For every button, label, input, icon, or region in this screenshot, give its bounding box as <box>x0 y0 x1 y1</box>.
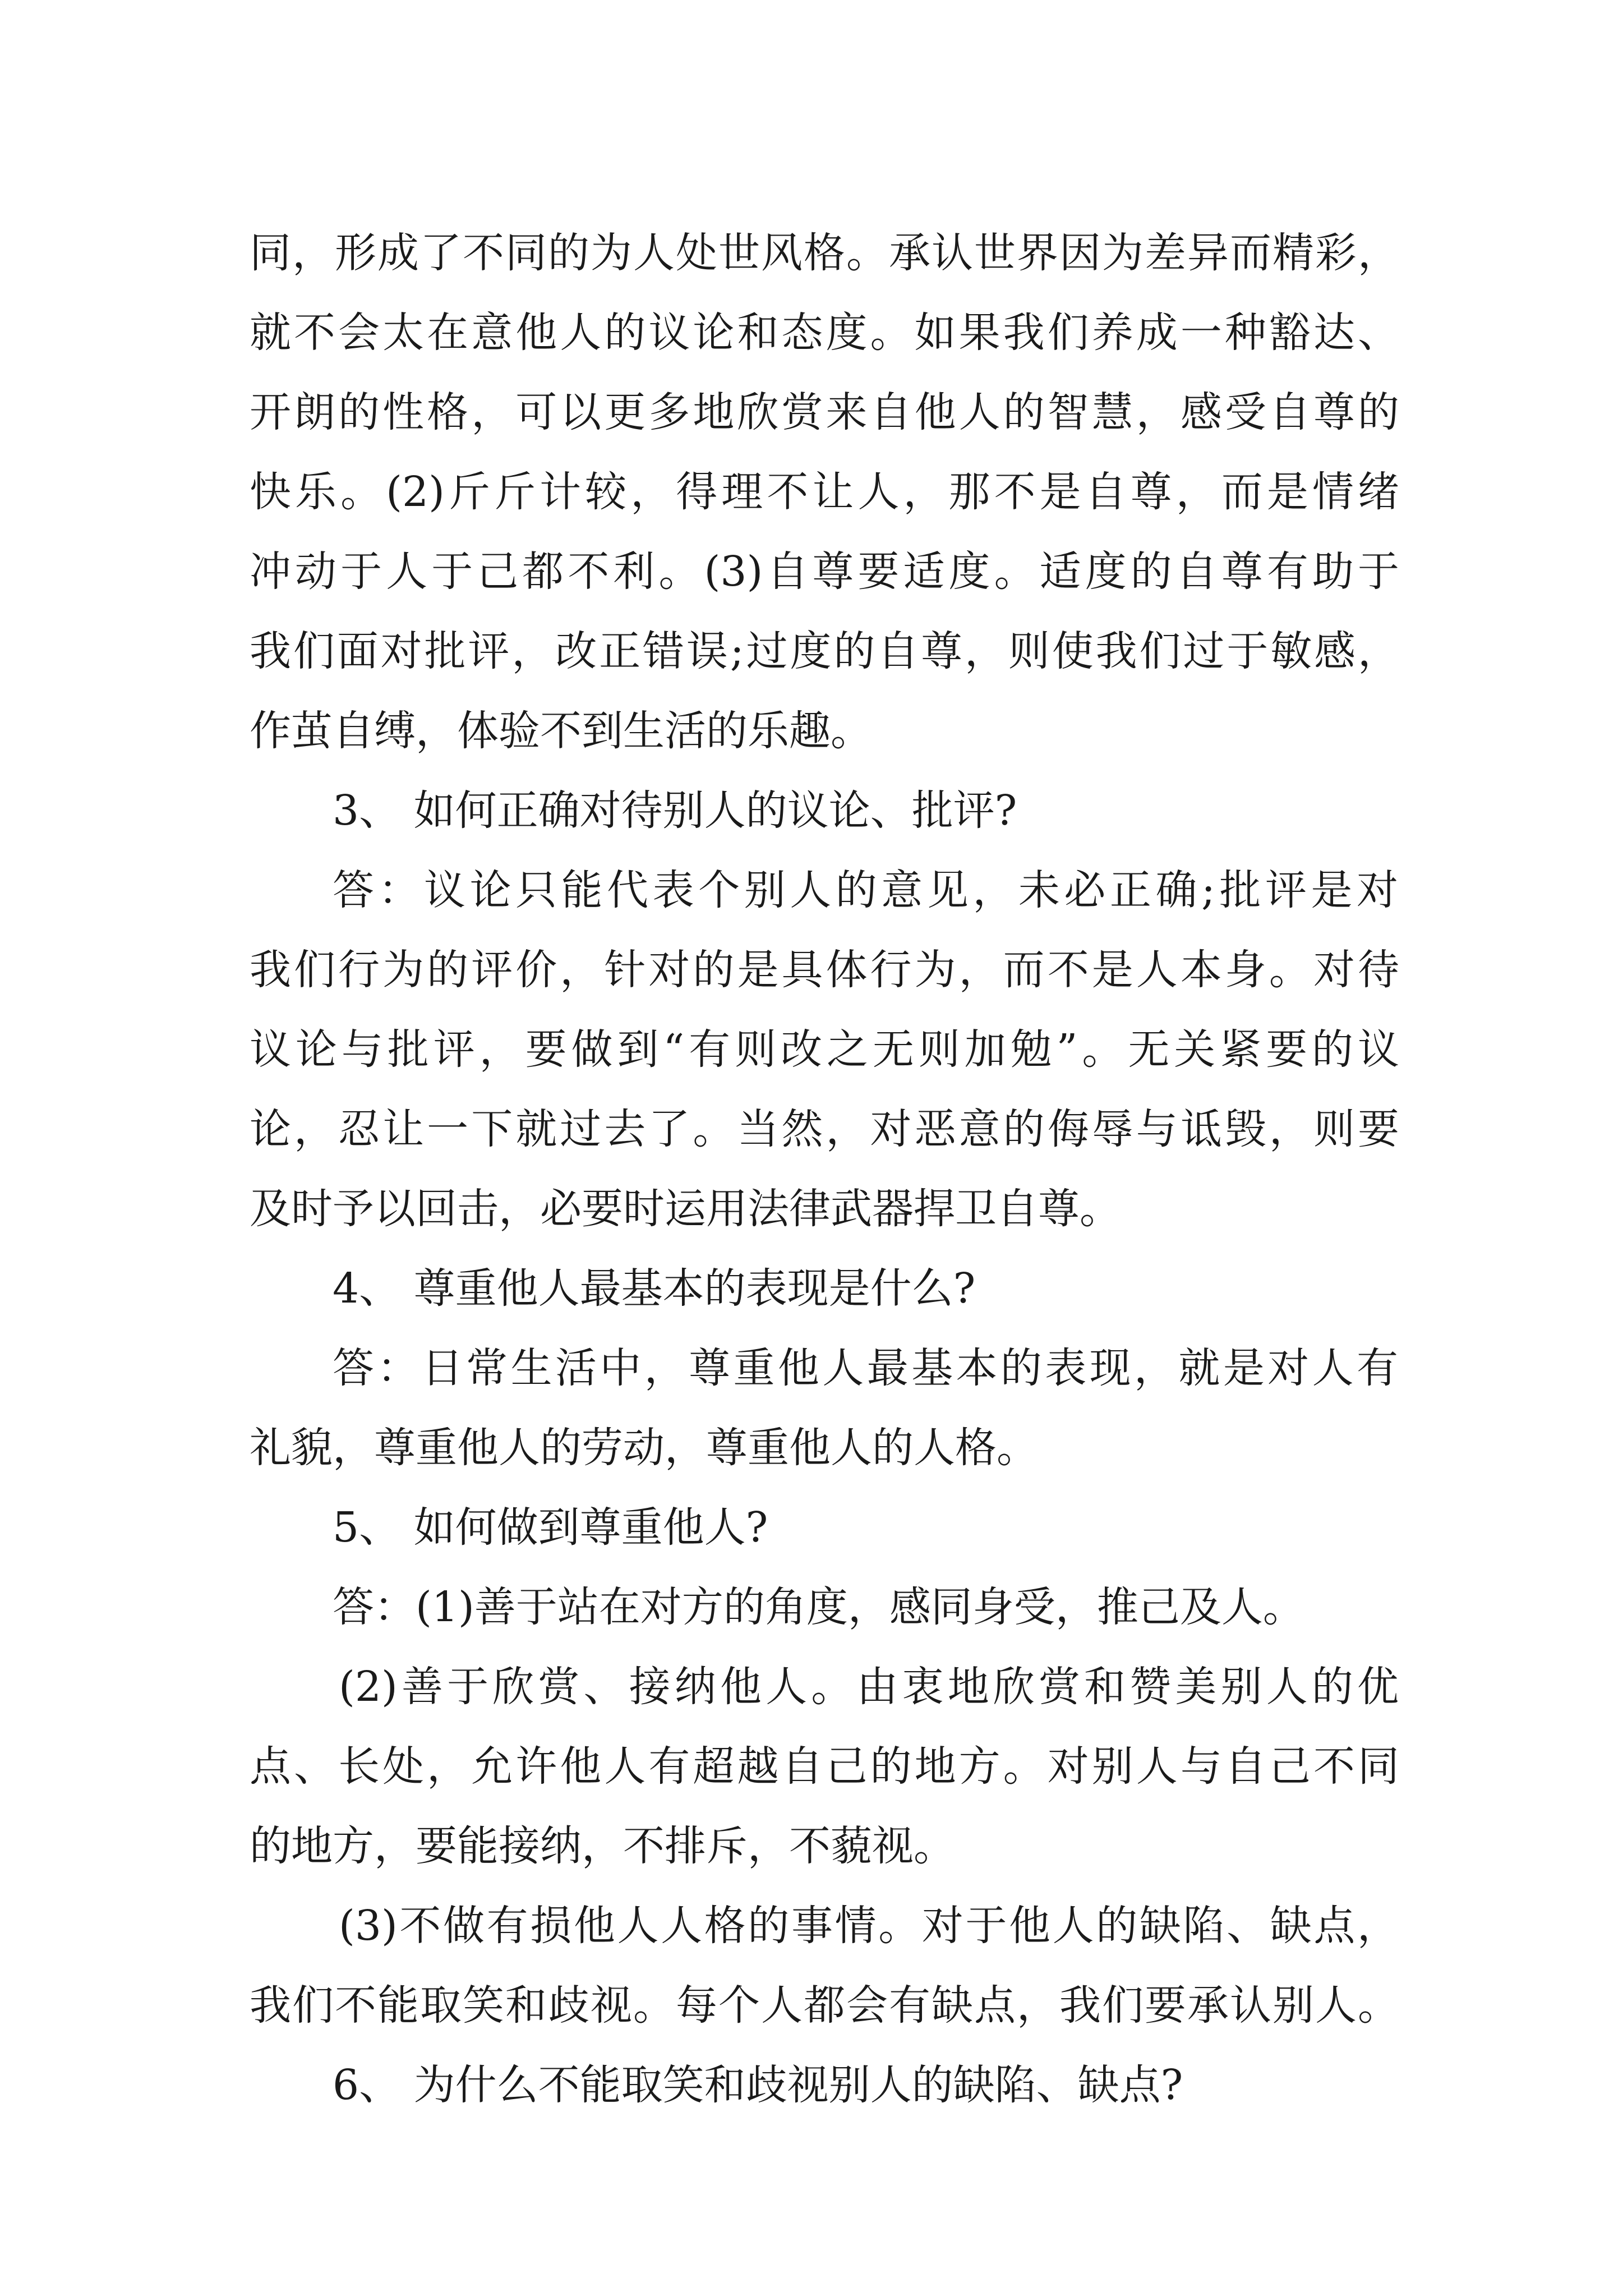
text-line: 礼貌，尊重他人的劳动，尊重他人的人格。 <box>250 1424 1038 1472</box>
question-heading: 5、 如何做到尊重他人? <box>333 1503 768 1552</box>
text-line: 快乐。(2)斤斤计较，得理不让人，那不是自尊，而是情绪 <box>250 468 1399 516</box>
text-line: (2)善于欣赏、接纳他人。由衷地欣赏和赞美别人的优 <box>339 1663 1399 1711</box>
text-line: 开朗的性格，可以更多地欣赏来自他人的智慧，感受自尊的 <box>250 388 1399 436</box>
question-heading: 4、 尊重他人最基本的表现是什么? <box>333 1264 976 1313</box>
answer-line: 答：议论只能代表个别人的意见，未必正确;批评是对 <box>333 866 1398 914</box>
text-line: 我们行为的评价，针对的是具体行为，而不是人本身。对待 <box>250 946 1399 994</box>
text-line: 我们面对批评，改正错误;过度的自尊，则使我们过于敏感， <box>250 627 1399 675</box>
answer-line: 答：日常生活中，尊重他人最基本的表现，就是对人有 <box>333 1344 1398 1392</box>
text-line: 论，忍让一下就过去了。当然，对恶意的侮辱与诋毁，则要 <box>250 1105 1399 1153</box>
text-line: 点、长处，允许他人有超越自己的地方。对别人与自己不同 <box>250 1742 1399 1791</box>
text-line: 的地方，要能接纳，不排斥，不藐视。 <box>250 1822 955 1870</box>
text-line: 及时予以回击，必要时运用法律武器捍卫自尊。 <box>250 1185 1121 1233</box>
text-line: 同，形成了不同的为人处世风格。承认世界因为差异而精彩， <box>250 229 1399 277</box>
text-line: 我们不能取笑和歧视。每个人都会有缺点，我们要承认别人。 <box>250 1981 1399 2030</box>
question-heading: 3、 如何正确对待别人的议论、批评? <box>333 786 1017 835</box>
text-line: (3)不做有损他人人格的事情。对于他人的缺陷、缺点， <box>339 1902 1399 1950</box>
answer-line: 答：(1)善于站在对方的角度，感同身受，推己及人。 <box>333 1583 1304 1631</box>
question-heading: 6、 为什么不能取笑和歧视别人的缺陷、缺点? <box>333 2061 1183 2109</box>
text-line: 就不会太在意他人的议论和态度。如果我们养成一种豁达、 <box>250 309 1399 357</box>
text-line: 冲动于人于己都不利。(3)自尊要适度。适度的自尊有助于 <box>250 547 1399 596</box>
text-line: 作茧自缚，体验不到生活的乐趣。 <box>250 707 872 755</box>
text-line: 议论与批评，要做到“有则改之无则加勉”。无关紧要的议 <box>250 1025 1399 1074</box>
